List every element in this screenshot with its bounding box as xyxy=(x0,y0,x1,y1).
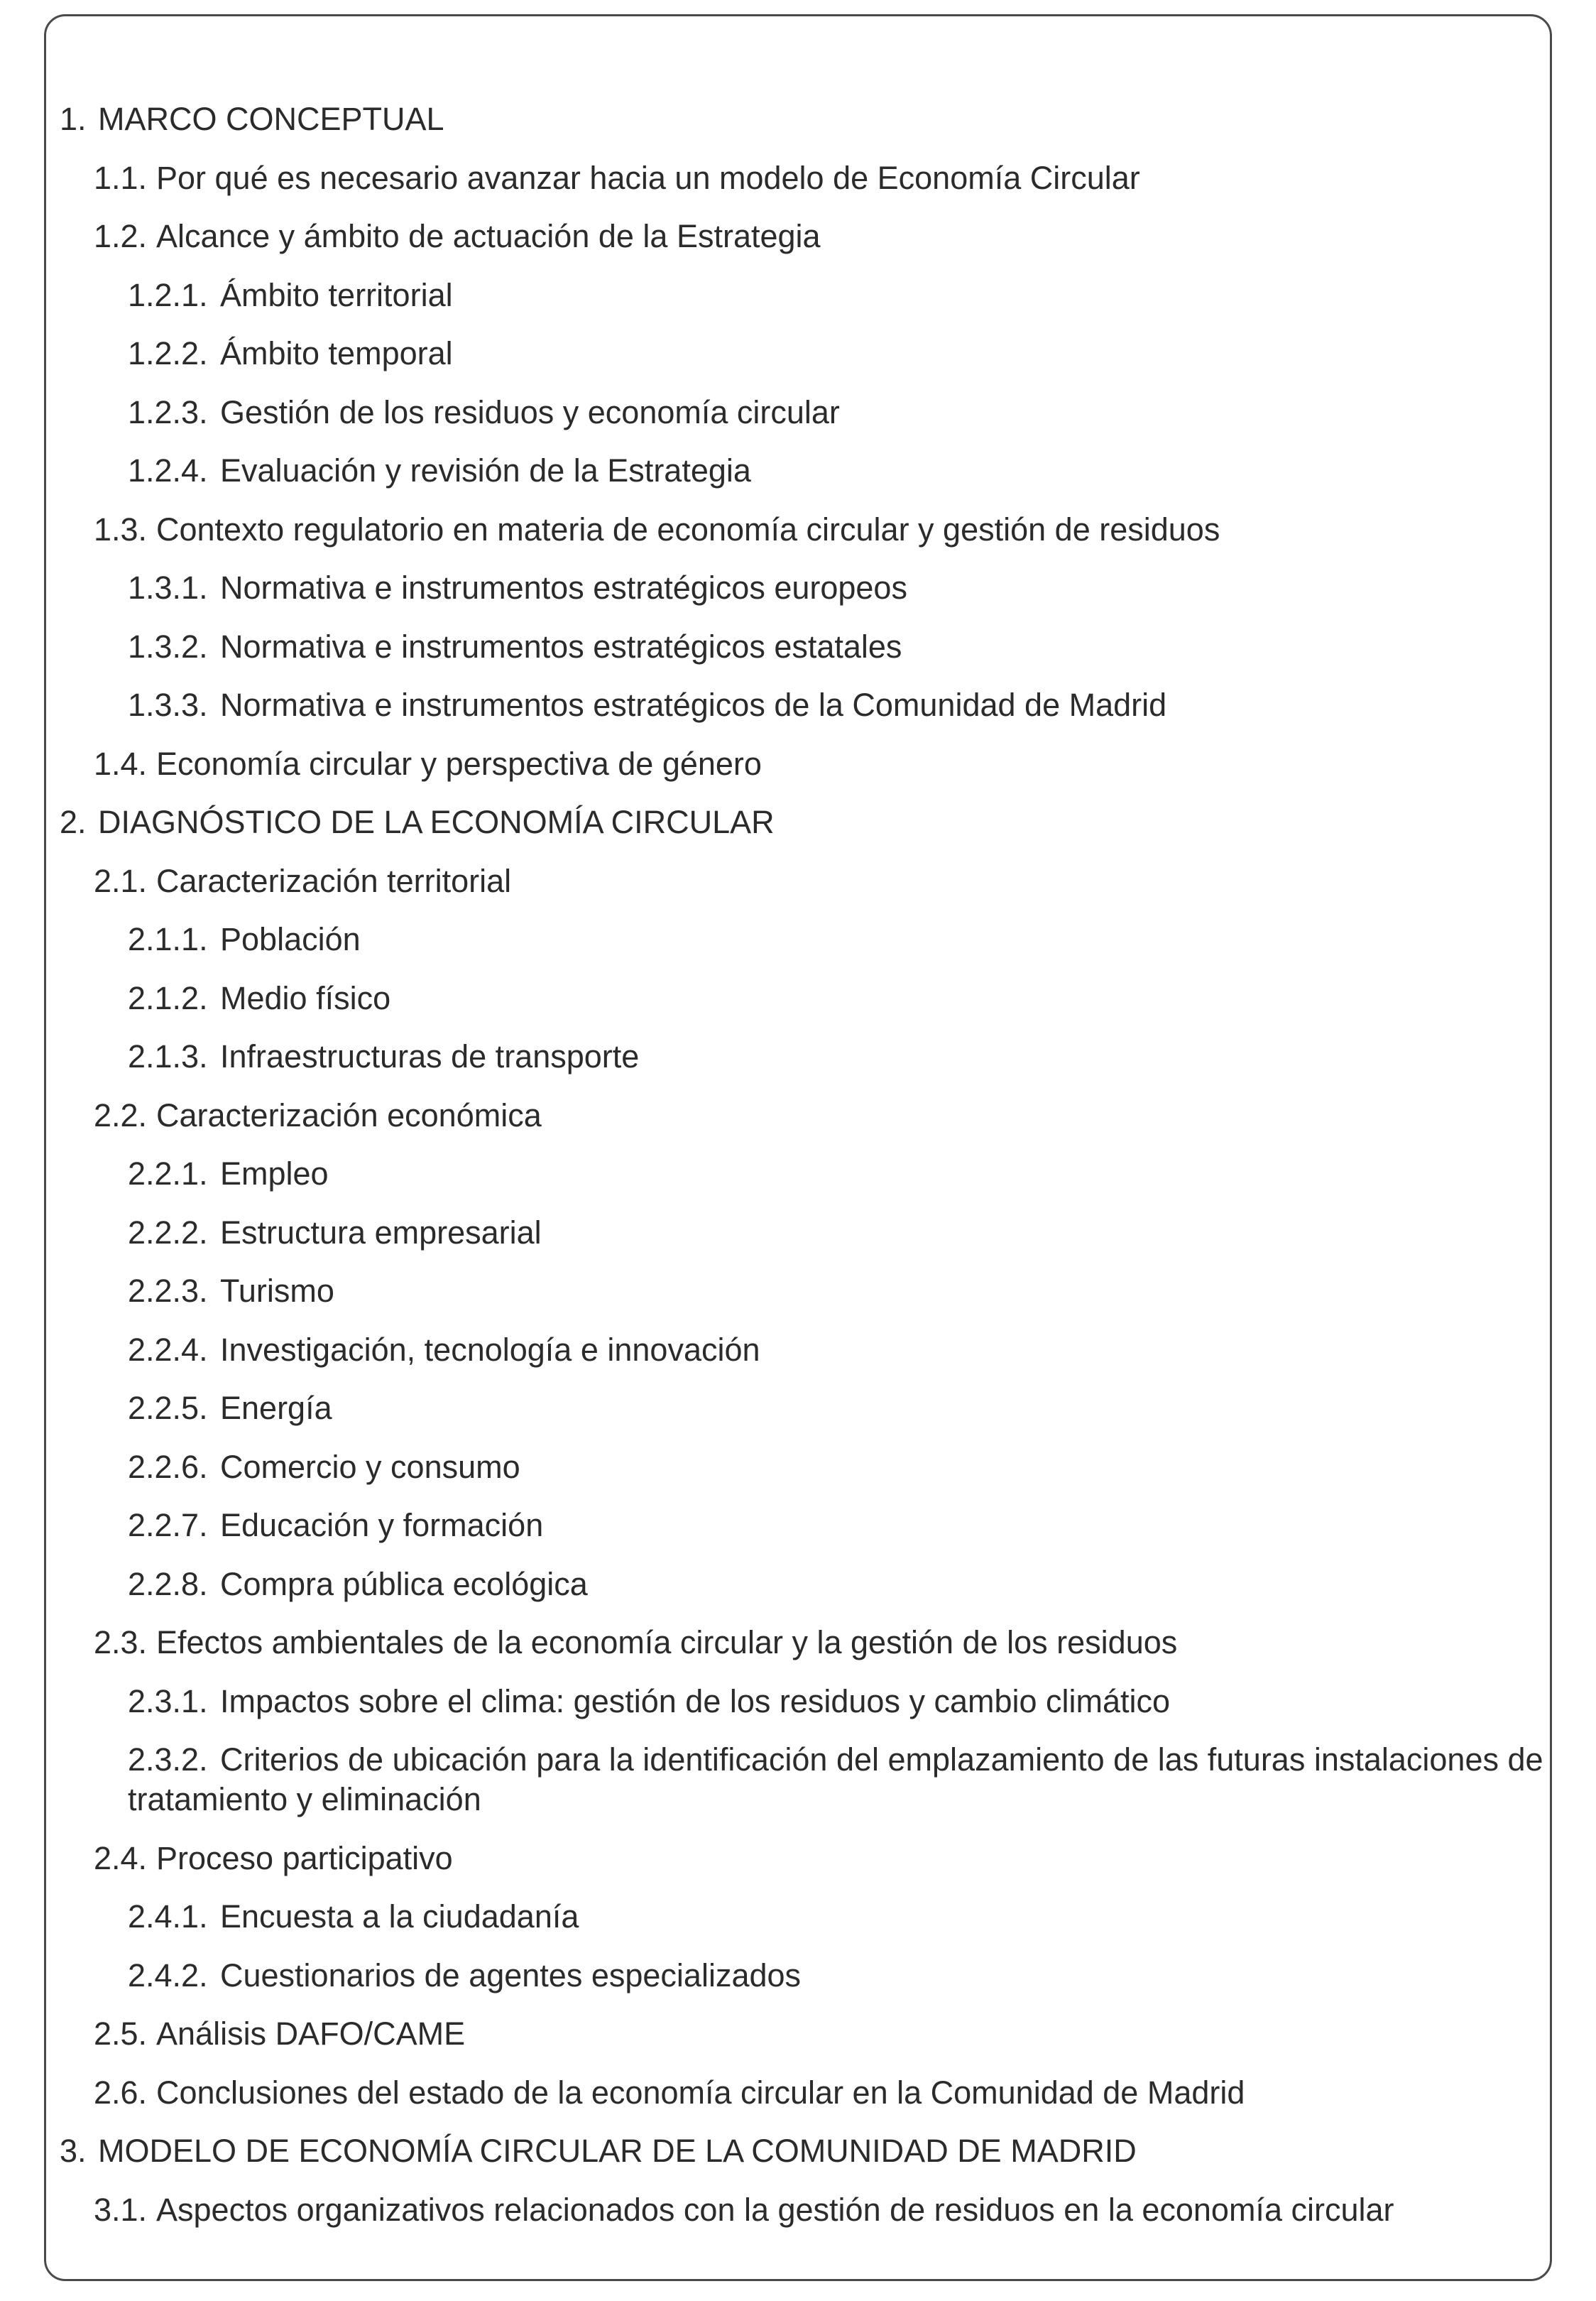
toc-entry-number: 2.3.2. xyxy=(128,1741,208,1778)
toc-entry xyxy=(60,1447,1543,1487)
toc-entry xyxy=(60,1623,1543,1663)
toc-entry-number: 1.3.2. xyxy=(128,628,208,665)
toc-entry-title: Análisis DAFO/CAME xyxy=(156,2016,466,2052)
toc-entry-number: 2.2.6. xyxy=(128,1448,208,1485)
toc-entry-title: Cuestionarios de agentes especializados xyxy=(220,1957,802,1993)
toc-entry-number: 2.4.1. xyxy=(128,1898,208,1935)
toc-entry-title: DIAGNÓSTICO DE LA ECONOMÍA CIRCULAR xyxy=(98,804,775,840)
toc-entry-number: 1.2.1. xyxy=(128,276,208,313)
toc-entry-number: 2.2.5. xyxy=(128,1390,208,1426)
toc-entry xyxy=(60,1565,1543,1604)
toc-entry-number: 2.3. xyxy=(94,1624,148,1660)
toc-entry-title: Efectos ambientales de la economía circular y la gestión de los residuos xyxy=(156,1624,1178,1660)
toc-entry xyxy=(60,1388,1543,1428)
toc-entry-title: Por qué es necesario avanzar hacia un modelo de Economía Circular xyxy=(156,159,1140,196)
toc-entry-title: Turismo xyxy=(220,1273,334,1309)
toc-entry-number: 2.2.8. xyxy=(128,1565,208,1602)
toc-entry xyxy=(60,451,1543,491)
toc-entry-title: Normativa e instrumentos estratégicos de la Comunidad de Madrid xyxy=(220,687,1167,723)
toc-entry xyxy=(60,1682,1543,1721)
toc-entry-number: 1.1. xyxy=(94,159,148,196)
toc-entry-title: Caracterización territorial xyxy=(156,862,512,899)
toc-entry-number: 1. xyxy=(60,101,87,137)
toc-entry-title: Conclusiones del estado de la economía circular en la Comunidad de Madrid xyxy=(156,2074,1245,2111)
toc-entry-number: 3.1. xyxy=(94,2191,148,2228)
toc-entry xyxy=(60,217,1543,256)
toc-entry-number: 2.2. xyxy=(94,1097,148,1133)
toc-entry xyxy=(60,1154,1543,1194)
toc-entry-number: 3. xyxy=(60,2133,87,2169)
toc-entry-number: 2.1. xyxy=(94,862,148,899)
toc-entry xyxy=(60,99,1543,139)
toc-entry xyxy=(60,979,1543,1018)
toc-entry xyxy=(60,1956,1543,1996)
toc-entry xyxy=(60,1096,1543,1136)
toc-entry-title: Aspectos organizativos relacionados con la gestión de residuos en la economía circular xyxy=(156,2191,1394,2228)
toc-entry xyxy=(60,393,1543,433)
toc-entry-number: 2.1.3. xyxy=(128,1038,208,1075)
toc-entry-title: Proceso participativo xyxy=(156,1839,453,1876)
toc-entry xyxy=(60,861,1543,901)
toc-entry-title: Educación y formación xyxy=(220,1507,544,1543)
toc-entry xyxy=(60,803,1543,842)
toc-entry-number: 1.3.3. xyxy=(128,687,208,723)
toc-entry-title: Investigación, tecnología e innovación xyxy=(220,1331,760,1368)
toc-entry xyxy=(60,744,1543,784)
toc-entry xyxy=(60,1330,1543,1370)
toc-entry xyxy=(60,1740,1543,1819)
table-of-contents xyxy=(60,99,1543,2248)
toc-entry-title: Estructura empresarial xyxy=(220,1214,542,1251)
toc-entry-number: 2.1.1. xyxy=(128,921,208,957)
toc-entry xyxy=(60,510,1543,550)
toc-entry-number: 2.2.1. xyxy=(128,1155,208,1192)
toc-entry-title: Empleo xyxy=(220,1155,329,1192)
toc-entry-number: 2.5. xyxy=(94,2016,148,2052)
toc-entry xyxy=(60,1839,1543,1878)
toc-entry-number: 2.2.3. xyxy=(128,1273,208,1309)
toc-entry-number: 1.2.4. xyxy=(128,452,208,489)
toc-entry-number: 2.2.2. xyxy=(128,1214,208,1251)
toc-entry-number: 2.4.2. xyxy=(128,1957,208,1993)
toc-entry-title: Población xyxy=(220,921,361,957)
toc-entry-title: Normativa e instrumentos estratégicos estatales xyxy=(220,628,902,665)
toc-entry-title: Alcance y ámbito de actuación de la Estrategia xyxy=(156,218,821,254)
toc-entry-title: Infraestructuras de transporte xyxy=(220,1038,640,1075)
toc-entry-title: Comercio y consumo xyxy=(220,1448,520,1485)
toc-entry-number: 2. xyxy=(60,804,87,840)
toc-entry-number: 2.2.4. xyxy=(128,1331,208,1368)
toc-entry-number: 2.2.7. xyxy=(128,1507,208,1543)
toc-entry xyxy=(60,627,1543,667)
toc-entry xyxy=(60,1506,1543,1545)
toc-entry-title: Economía circular y perspectiva de género xyxy=(156,745,762,782)
toc-entry-title: Encuesta a la ciudadanía xyxy=(220,1898,579,1935)
toc-entry xyxy=(60,334,1543,374)
toc-entry-number: 1.2.2. xyxy=(128,335,208,371)
toc-entry-title: Compra pública ecológica xyxy=(220,1565,588,1602)
toc-entry xyxy=(60,1271,1543,1311)
toc-entry-number: 2.3.1. xyxy=(128,1682,208,1719)
toc-entry-title: MARCO CONCEPTUAL xyxy=(98,101,444,137)
toc-entry-title: Criterios de ubicación para la identificación del emplazamiento de las futuras instalaciones de tratamiento y eliminación xyxy=(128,1741,1543,1817)
toc-entry xyxy=(60,158,1543,198)
toc-entry xyxy=(60,920,1543,959)
toc-entry-title: Medio físico xyxy=(220,979,391,1016)
toc-entry-number: 2.6. xyxy=(94,2074,148,2111)
toc-entry-title: Contexto regulatorio en materia de economía circular y gestión de residuos xyxy=(156,511,1220,548)
toc-entry xyxy=(60,1037,1543,1077)
toc-entry xyxy=(60,2073,1543,2113)
toc-entry-number: 1.2. xyxy=(94,218,148,254)
toc-entry-number: 2.4. xyxy=(94,1839,148,1876)
toc-entry-number: 1.3.1. xyxy=(128,570,208,606)
toc-entry-title: Ámbito territorial xyxy=(220,276,453,313)
toc-entry-number: 1.3. xyxy=(94,511,148,548)
toc-entry-title: Ámbito temporal xyxy=(220,335,453,371)
toc-entry xyxy=(60,2131,1543,2171)
toc-entry-number: 1.4. xyxy=(94,745,148,782)
toc-entry xyxy=(60,1213,1543,1253)
toc-entry xyxy=(60,2014,1543,2054)
toc-entry xyxy=(60,2190,1543,2230)
toc-entry xyxy=(60,568,1543,608)
toc-entry-title: Energía xyxy=(220,1390,332,1426)
toc-entry xyxy=(60,685,1543,725)
toc-entry xyxy=(60,276,1543,315)
toc-entry-title: MODELO DE ECONOMÍA CIRCULAR DE LA COMUNIDAD DE MADRID xyxy=(98,2133,1137,2169)
toc-entry-title: Impactos sobre el clima: gestión de los residuos y cambio climático xyxy=(220,1682,1171,1719)
toc-entry-title: Evaluación y revisión de la Estrategia xyxy=(220,452,751,489)
toc-entry-title: Caracterización económica xyxy=(156,1097,542,1133)
toc-entry-title: Gestión de los residuos y economía circular xyxy=(220,393,840,430)
toc-entry xyxy=(60,1897,1543,1937)
toc-entry-number: 2.1.2. xyxy=(128,979,208,1016)
toc-entry-title: Normativa e instrumentos estratégicos europeos xyxy=(220,570,907,606)
toc-entry-number: 1.2.3. xyxy=(128,393,208,430)
